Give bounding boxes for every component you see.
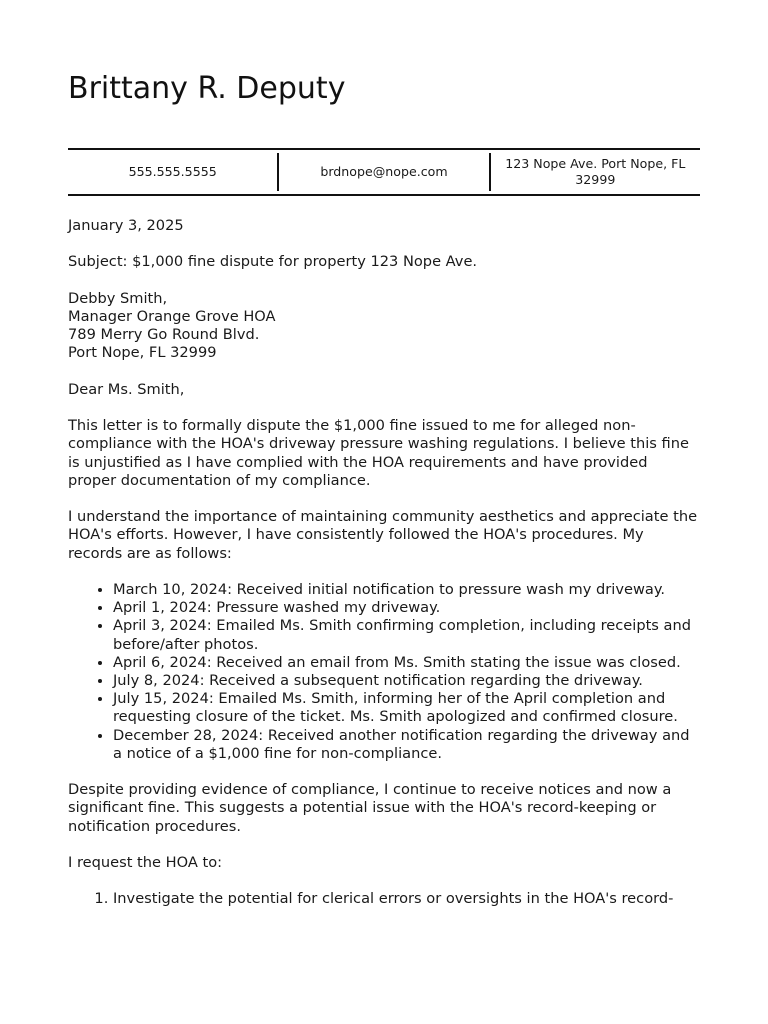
paragraph-intro: This letter is to formally dispute the $1,000 fine issued to me for alleged non-compliance with the HOA's driveway pressure washing regulations. I believe this fine is unjustified as I have complied with the HOA requirements and have provided proper documentation of my compliance. xyxy=(68,417,689,489)
list-item: • April 3, 2024: Emailed Ms. Smith confirming completion, including receipts and before/after photos. xyxy=(113,617,700,653)
requests-list xyxy=(68,890,700,908)
mailing-address: 123 Nope Ave. Port Nope, FL 32999 xyxy=(489,153,700,191)
list-item: • March 10, 2024: Received initial notification to pressure wash my driveway. xyxy=(113,581,700,599)
recipient-name: Debby Smith, xyxy=(68,289,168,307)
list-item: • December 28, 2024: Received another notification regarding the driveway and a notice of a $1,000 fine for non-compliance. xyxy=(113,727,700,763)
letter-subject: Subject: $1,000 fine dispute for property 123 Nope Ave. xyxy=(68,253,478,271)
recipient-title: Manager Orange Grove HOA xyxy=(68,307,276,325)
list-item: • July 8, 2024: Received a subsequent notification regarding the driveway. xyxy=(113,672,700,690)
list-item: • April 6, 2024: Received an email from Ms. Smith stating the issue was closed. xyxy=(113,654,700,672)
recipient-street: 789 Merry Go Round Blvd. xyxy=(68,326,260,344)
email-address: brdnope@nope.com xyxy=(277,153,488,191)
phone-number: 555.555.5555 xyxy=(128,164,217,179)
recipient-city: Port Nope, FL 32999 xyxy=(68,344,217,362)
recipient-block xyxy=(68,290,700,363)
request-intro: I request the HOA to: xyxy=(68,853,223,871)
paragraph-records-intro: I understand the importance of maintaining community aesthetics and appreciate the HOA's efforts. However, I have consistently followed the HOA's procedures. My records are as follows: xyxy=(68,508,698,562)
letter-body xyxy=(68,217,700,909)
salutation: Dear Ms. Smith, xyxy=(68,380,185,398)
records-list xyxy=(68,581,700,763)
list-item: • July 15, 2024: Emailed Ms. Smith, informing her of the April completion and requesting closure of the ticket. Ms. Smith apologized and confirmed closure. xyxy=(113,690,700,726)
paragraph-concern: Despite providing evidence of compliance, I continue to receive notices and now a significant fine. This suggests a potential issue with the HOA's record-keeping or notification procedures. xyxy=(68,781,672,835)
letter-date: January 3, 2025 xyxy=(68,217,184,234)
list-item: 1. Investigate the potential for clerical errors or oversights in the HOA's record- xyxy=(113,890,700,908)
list-item: • April 1, 2024: Pressure washed my driveway. xyxy=(113,599,700,617)
sender-name: Brittany R. Deputy xyxy=(68,71,346,106)
contact-bar xyxy=(68,148,700,196)
